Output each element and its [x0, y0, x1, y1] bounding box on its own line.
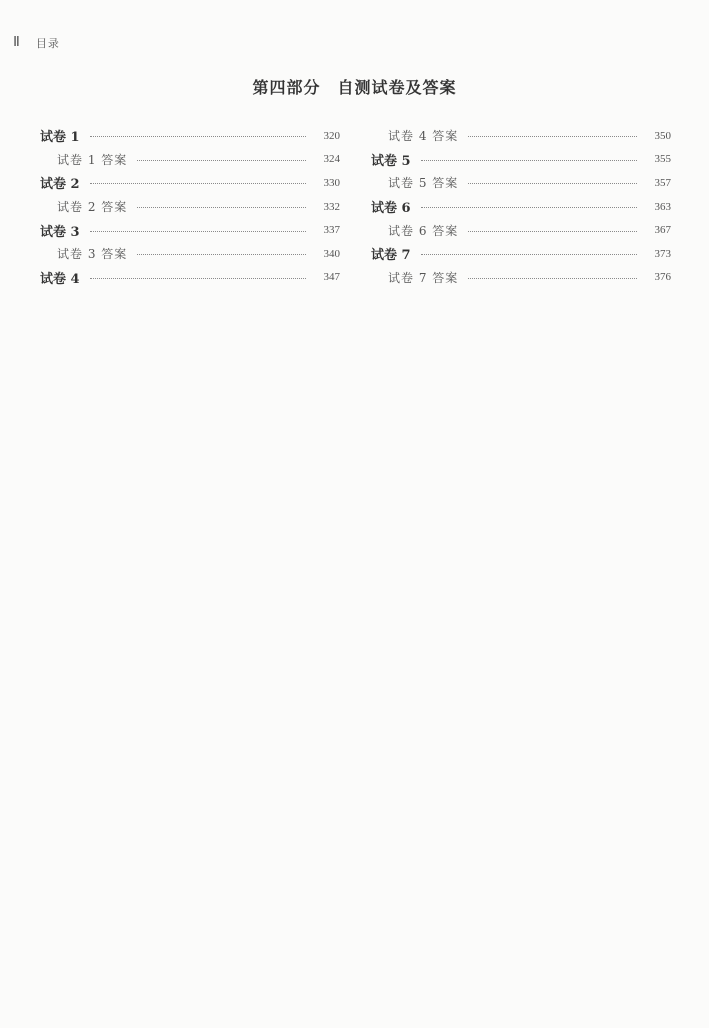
dot-leader [468, 278, 637, 279]
toc-entry-page: 357 [654, 176, 671, 189]
dot-leader [468, 136, 637, 137]
toc-entry[interactable] [40, 124, 340, 148]
toc-entry[interactable] [40, 242, 340, 266]
toc-column-left [40, 124, 340, 289]
toc-entry-label: 试卷 3 [40, 224, 80, 240]
dot-leader [90, 278, 306, 279]
toc-entry-page: 320 [323, 129, 340, 142]
toc-entry[interactable] [371, 266, 671, 290]
toc-entry[interactable] [371, 218, 671, 242]
header-label: 目录 [35, 36, 60, 50]
dot-leader [421, 207, 637, 208]
toc-entry-page: 340 [323, 247, 340, 260]
toc-entry-label: 试卷 7 答案 [388, 270, 459, 285]
toc-entry-page: 347 [323, 271, 340, 284]
toc-entry-label: 试卷 5 [371, 153, 411, 169]
toc-entry[interactable] [40, 218, 340, 242]
dot-leader [468, 183, 637, 184]
dot-leader [90, 231, 306, 232]
toc-entry-page: 373 [654, 247, 671, 260]
toc-entry-page: 376 [654, 271, 671, 284]
toc-entry-page: 324 [323, 153, 340, 166]
dot-leader [90, 183, 306, 184]
dot-leader [468, 231, 637, 232]
toc-entry-label: 试卷 1 [40, 130, 80, 146]
toc-entry-label: 试卷 4 答案 [388, 129, 459, 144]
toc-entry-page: 350 [654, 129, 671, 142]
toc-entry-label: 试卷 3 答案 [57, 247, 128, 262]
toc-entry-page: 363 [654, 200, 671, 213]
toc-entry-label: 试卷 7 [371, 248, 411, 264]
toc-entry[interactable] [371, 171, 671, 195]
toc-entry[interactable] [40, 171, 340, 195]
toc-entry-page: 330 [323, 176, 340, 189]
toc-entry[interactable] [40, 266, 340, 290]
toc-entry-page: 332 [323, 200, 340, 213]
running-header [13, 34, 60, 51]
toc-entry-page: 367 [654, 224, 671, 237]
toc-entry-label: 试卷 6 答案 [388, 223, 459, 238]
dot-leader [137, 207, 306, 208]
dot-leader [90, 136, 306, 137]
toc-entry-label: 试卷 2 答案 [57, 200, 128, 215]
dot-leader [421, 254, 637, 255]
section-title: 第四部分 自测试卷及答案 [252, 78, 457, 97]
dot-leader [137, 160, 306, 161]
toc-entry[interactable] [371, 195, 671, 219]
toc-entry[interactable] [371, 242, 671, 266]
dot-leader [137, 254, 306, 255]
toc-entry[interactable] [371, 124, 671, 148]
dot-leader [421, 160, 637, 161]
toc-entry-label: 试卷 4 [40, 271, 80, 287]
toc-column-right [371, 124, 671, 289]
page-number: Ⅱ [13, 35, 20, 50]
toc-entry[interactable] [40, 195, 340, 219]
toc-entry-label: 试卷 2 [40, 177, 80, 193]
toc-entry[interactable] [40, 148, 340, 172]
toc-entry-page: 355 [654, 153, 671, 166]
toc-entry-label: 试卷 1 答案 [57, 152, 128, 167]
toc-entry-page: 337 [323, 224, 340, 237]
toc-entry[interactable] [371, 148, 671, 172]
toc-entry-label: 试卷 5 答案 [388, 176, 459, 191]
toc-entry-label: 试卷 6 [371, 201, 411, 217]
